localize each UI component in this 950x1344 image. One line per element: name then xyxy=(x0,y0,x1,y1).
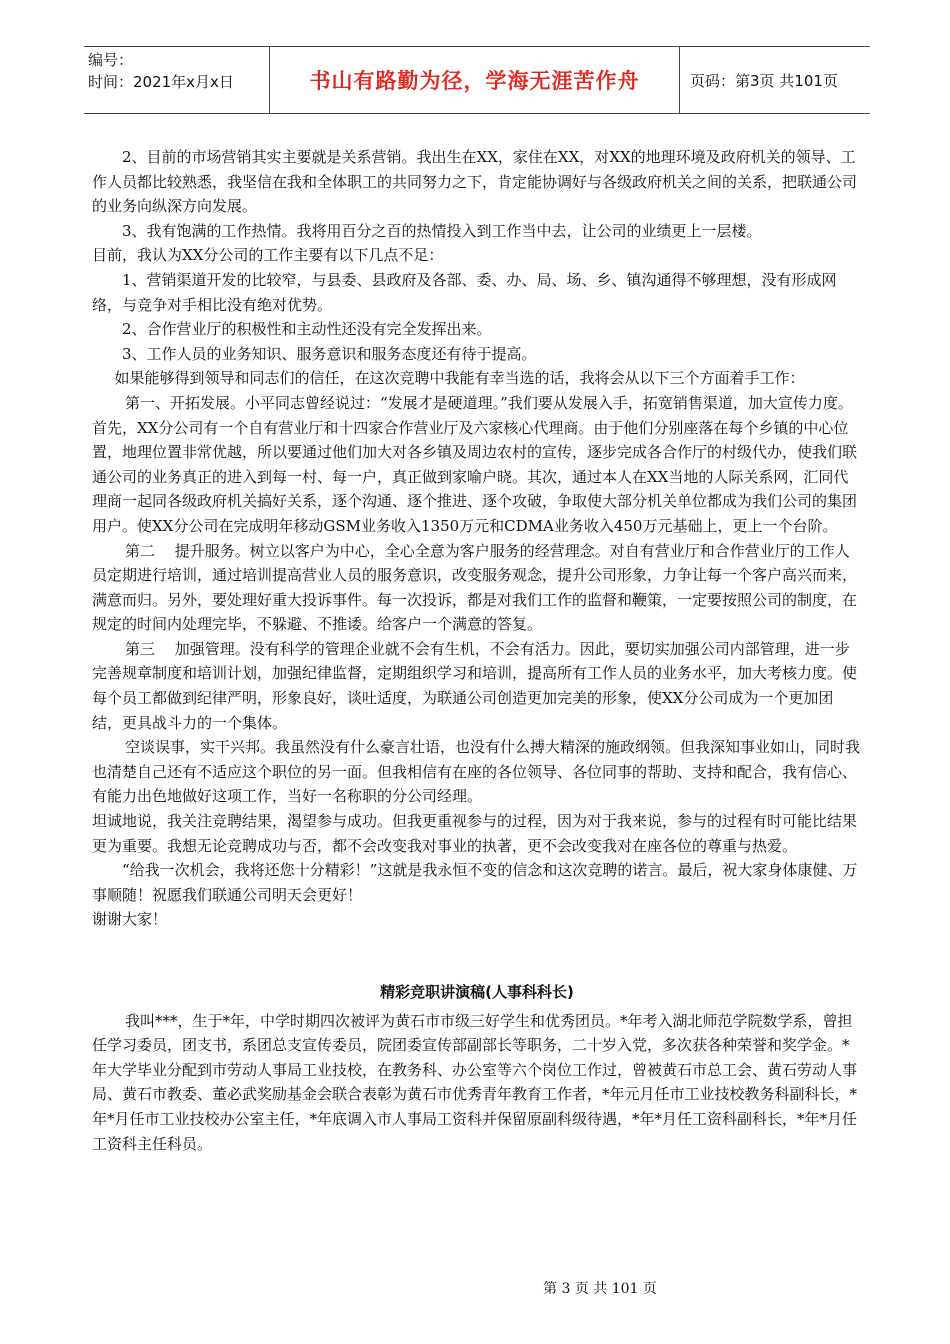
paragraph: 第二 提升服务。树立以客户为中心，全心全意为客户服务的经营理念。对自有营业厅和合作营业厅的工作人员定期进行培训，通过培训提高营业人员的服务意识，改变服务观念，提升公司形象，力争让每一个客户高兴而来，满意而归。另外，要处理好重大投诉事件。每一次投诉，都是对我们工作的监督和鞭策，一定要按照公司的制度，在规定的时间内处理完毕，不躲避、不推诿。给客户一个满意的答复。 xyxy=(92,541,858,634)
paragraph: 1、营销渠道开发的比较窄，与县委、县政府及各部、委、办、局、场、乡、镇沟通得不够理想，没有形成网络，与竞争对手相比没有绝对优势。 xyxy=(92,270,837,314)
section-title: 精彩竞职讲演稿(人事科科长) xyxy=(380,983,574,1001)
header-motto: 书山有路勤为径，学海无涯苦作舟 xyxy=(270,47,680,113)
document-body xyxy=(92,145,862,1156)
paragraph: 空谈误事，实干兴邦。我虽然没有什么豪言壮语，也没有什么搏大精深的施政纲领。但我深知事业如山，同时我也清楚自己还有不适应这个职位的另一面。但我相信有在座的各位领导、各位同事的帮助、支持和配合，我有信心、有能力出色地做好这项工作，当好一名称职的分公司经理。 xyxy=(92,738,861,806)
paragraph: 目前，我认为XX分公司的工作主要有以下几点不足： xyxy=(92,246,444,265)
paragraph: 坦诚地说，我关注竞聘结果，渴望参与成功。但我更重视参与的过程，因为对于我来说，参与的过程有时可能比结果更为重要。我想无论竞聘成功与否，都不会改变我对事业的执著，更不会改变我对在座各位的尊重与热爱。 xyxy=(92,812,858,855)
paragraph: 2、目前的市场营销其实主要就是关系营销。我出生在XX，家住在XX，对XX的地理环境及政府机关的领导、工作人员都比较熟悉，我坚信在我和全体职工的共同努力之下，肯定能协调好与各级政府机关之间的关系，把联通公司的业务向纵深方向发展。 xyxy=(92,148,858,216)
page-header xyxy=(84,46,870,114)
document-date-label: 时间：2021年x月x日 xyxy=(88,73,234,91)
paragraph: 2、合作营业厅的积极性和主动性还没有完全发挥出来。 xyxy=(122,320,492,339)
paragraph: 谢谢大家！ xyxy=(92,910,168,929)
paragraph: 第三 加强管理。没有科学的管理企业就不会有生机，不会有活力。因此，要切实加强公司内部管理，进一步完善规章制度和培训计划，加强纪律监督，定期组织学习和培训，提高所有工作人员的业务水平，加大考核力度。使每个员工都做到纪律严明，形象良好，谈吐适度，为联通公司创造更加完美的形象，使XX分公司成为一个更加团结，更具战斗力的一个集体。 xyxy=(92,639,858,732)
paragraph: 我叫***，生于*年，中学时期四次被评为黄石市市级三好学生和优秀团员。*年考入湖北师范学院数学系，曾担任学习委员，团支书，系团总支宣传委员，院团委宣传部副部长等职务，二十岁入党，多次获各种荣誉和奖学金。*年大学毕业分配到市劳动人事局工业技校，在教务科、办公室等六个岗位工作过，曾被黄石市总工会、黄石劳动人事局、黄石市教委、董必武奖励基金会联合表彰为黄石市优秀青年教育工作者，*年元月任市工业技校教务科副科长，*年*月任市工业技校办公室主任，*年底调入市人事局工资科并保留原副科级待遇，*年*月任工资科副科长，*年*月任工资科主任科员。 xyxy=(92,1011,858,1153)
section-spacer xyxy=(92,932,862,980)
header-page-number: 页码：第3页 共101页 xyxy=(690,71,838,90)
paragraph: 3、工作人员的业务知识、服务意识和服务态度还有待于提高。 xyxy=(122,344,537,363)
document-number-label: 编号： xyxy=(88,51,134,69)
paragraph: 3、我有饱满的工作热情。我将用百分之百的热情投入到工作当中去，让公司的业绩更上一层楼。 xyxy=(122,221,762,240)
paragraph: “给我一次机会，我将还您十分精彩！”这就是我永恒不变的信念和这次竞聘的诺言。最后，祝大家身体康健、万事顺随！祝愿我们联通公司明天会更好！ xyxy=(92,861,858,904)
paragraph: 第一、开拓发展。小平同志曾经说过：“发展才是硬道理。”我们要从发展入手，拓宽销售渠道，加大宣传力度。首先，XX分公司有一个自有营业厅和十四家合作营业厅及六家核心代理商。由于他们分别座落在每个乡镇的中心位置，地理位置非常优越，所以要通过他们加大对各乡镇及周边农村的宣传，逐步完成各合作厅的村级代办，使我们联通公司的业务真正的进入到每一村、每一户，真正做到家喻户晓。其次，通过本人在XX当地的人际关系网，汇同代理商一起同各级政府机关搞好关系，逐个沟通、逐个推进、逐个攻破，争取使大部分机关单位都成为我们公司的集团用户。使XX分公司在完成明年移动GSM业务收入1350万元和CDMA业务收入450万元基础上，更上一个台阶。 xyxy=(92,393,858,535)
header-meta xyxy=(84,47,270,113)
page-footer: 第 3 页 共 101 页 xyxy=(543,1281,657,1297)
paragraph: 如果能够得到领导和同志们的信任，在这次竞聘中我能有幸当选的话，我将会从以下三个方面着手工作： xyxy=(114,369,805,388)
